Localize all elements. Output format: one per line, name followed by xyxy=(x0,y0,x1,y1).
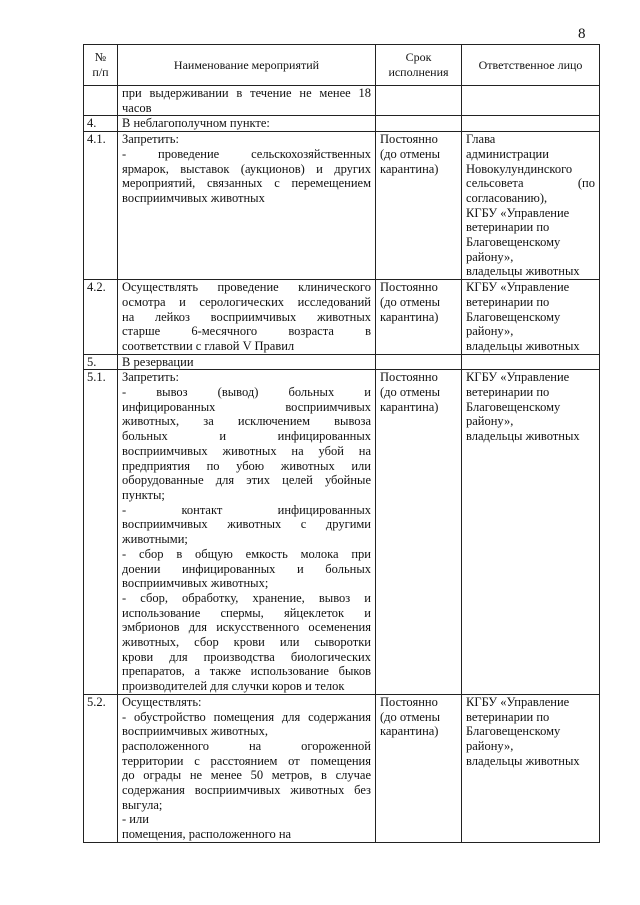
responsible-text xyxy=(462,280,600,355)
measure-text xyxy=(118,694,376,842)
term-text-line: карантина) xyxy=(380,724,439,739)
measure-text xyxy=(118,132,376,280)
measure-text-line: на лейкоз восприимчивых животных xyxy=(122,309,371,324)
responsible-text-line: администрации xyxy=(466,146,549,161)
term-text-line: (до отмены xyxy=(380,146,440,161)
measure-text xyxy=(118,370,376,694)
row-number: 4. xyxy=(84,116,118,132)
term-text xyxy=(376,280,462,355)
measure-text-line: препаратов, а также использование быков xyxy=(122,664,371,679)
term-text-line: карантина) xyxy=(380,399,439,414)
empty-cell xyxy=(462,116,600,132)
table-header-row xyxy=(84,45,600,86)
responsible-text xyxy=(462,694,600,842)
term-text-line: карантина) xyxy=(380,309,439,324)
row-number: 4.1. xyxy=(84,132,118,280)
measure-text-line: предприятия по убою животных или xyxy=(122,458,371,473)
measures-table xyxy=(83,44,600,843)
measure-text-line: выгула; xyxy=(122,797,163,812)
measure-text-line: - сбор, обработку, хранение, вывоз и xyxy=(122,590,371,605)
term-text-line: Постоянно xyxy=(380,132,438,147)
responsible-text-line: владельцы животных xyxy=(466,338,580,353)
term-text-line: Постоянно xyxy=(380,694,438,709)
responsible-text-line: Глава xyxy=(466,132,496,147)
responsible-text-line: владельцы животных xyxy=(466,264,580,279)
measure-text-line: часов xyxy=(122,100,152,115)
measure-text-line: ярмарок, выставок (аукционов) и других xyxy=(122,161,371,176)
measure-text xyxy=(118,86,376,116)
measure-text-line: до ограды не менее 50 метров, в случае xyxy=(122,768,371,783)
measure-text-line: расположенного на огороженной xyxy=(122,738,371,753)
measure-text-line: - сбор в общую емкость молока при xyxy=(122,546,371,561)
term-text xyxy=(376,132,462,280)
row-number: 5.2. xyxy=(84,694,118,842)
measure-text-line: животными; xyxy=(122,532,188,547)
table-row xyxy=(84,280,600,355)
row-number: 5. xyxy=(84,354,118,370)
measure-text-line: эмбрионов для искусственного осеменения xyxy=(122,620,371,635)
measure-text-line: - контакт инфицированных xyxy=(122,502,371,517)
measure-text-line: содержания восприимчивых животных без xyxy=(122,783,371,798)
measure-text-line: Осуществлять проведение клинического xyxy=(122,280,371,295)
responsible-text-line: Новокулундинского xyxy=(466,161,573,176)
measure-text-line: пункты; xyxy=(122,487,165,502)
empty-cell xyxy=(376,116,462,132)
responsible-text-line: району», xyxy=(466,324,514,339)
measure-text-line: оборудованные для этих целей убойные xyxy=(122,473,371,488)
table-row xyxy=(84,694,600,842)
responsible-text-line: Благовещенскому xyxy=(466,399,561,414)
row-number xyxy=(84,86,118,116)
measure-text-line: - вывоз (вывод) больных и xyxy=(122,385,371,400)
measure-text-line: больных и инфицированных xyxy=(122,429,371,444)
measure-text-line: - проведение сельскохозяйственных xyxy=(122,146,371,161)
header-responsible: Ответственное лицо xyxy=(462,45,600,86)
responsible-text xyxy=(462,132,600,280)
section-title: В неблагополучном пункте: xyxy=(118,116,376,132)
responsible-text-line: сельсовета (по xyxy=(466,176,595,191)
measure-text-line: при выдерживании в течение не менее 18 xyxy=(122,86,371,100)
section-row xyxy=(84,354,600,370)
measure-text-line: восприимчивых животных xyxy=(122,190,265,205)
responsible-text xyxy=(462,370,600,694)
measure-text-line: крови для производства биологических xyxy=(122,649,371,664)
responsible-text-line: Благовещенскому xyxy=(466,235,561,250)
row-number: 5.1. xyxy=(84,370,118,694)
measure-text-line: Осуществлять: xyxy=(122,694,202,709)
term-text-line: (до отмены xyxy=(380,709,440,724)
responsible-text-line: КГБУ «Управление xyxy=(466,370,570,385)
header-num: № п/п xyxy=(84,45,118,86)
term-text-line: (до отмены xyxy=(380,294,440,309)
responsible-text-line: КГБУ «Управление xyxy=(466,205,570,220)
measure-text-line: производителей для случки коров и телок xyxy=(122,679,345,694)
measure-text-line: восприимчивых животных на убой на xyxy=(122,443,371,458)
measure-text-line: соответствии с главой V Правил xyxy=(122,338,295,353)
measure-text-line: животных, сбор крови или сыворотки xyxy=(122,635,371,650)
responsible-text-line: району», xyxy=(466,738,514,753)
header-name: Наименование мероприятий xyxy=(118,45,376,86)
responsible-text-line: Благовещенскому xyxy=(466,724,561,739)
responsible-text-line: КГБУ «Управление xyxy=(466,694,570,709)
measure-text-line: старше 6-месячного возраста в xyxy=(122,324,371,339)
measure-text-line: доении инфицированных и больных xyxy=(122,561,371,576)
term-text-line: Постоянно xyxy=(380,280,438,295)
measure-text-line: использование спермы, яйцеклеток и xyxy=(122,605,371,620)
term-text-line: карантина) xyxy=(380,161,439,176)
header-term: Срок исполнения xyxy=(376,45,462,86)
table-row xyxy=(84,86,600,116)
page-number: 8 xyxy=(578,26,586,42)
responsible-text xyxy=(462,86,600,116)
measure-text-line: - или xyxy=(122,812,149,827)
measure-text-line: Запретить: xyxy=(122,370,179,385)
responsible-text-line: КГБУ «Управление xyxy=(466,280,570,295)
responsible-text-line: району», xyxy=(466,249,514,264)
responsible-text-line: ветеринарии по xyxy=(466,220,550,235)
measure-text-line: помещения, расположенного на xyxy=(122,827,292,842)
term-text xyxy=(376,694,462,842)
section-row xyxy=(84,116,600,132)
measure-text-line: восприимчивых животных; xyxy=(122,576,269,591)
responsible-text-line: ветеринарии по xyxy=(466,709,550,724)
responsible-text-line: Благовещенскому xyxy=(466,309,561,324)
measure-text xyxy=(118,280,376,355)
measure-text-line: восприимчивых животных с другими xyxy=(122,517,371,532)
measure-text-line: животных, за исключением вывоза xyxy=(122,414,371,429)
table-row xyxy=(84,132,600,280)
measure-text-line: восприимчивых животных, xyxy=(122,724,268,739)
row-number: 4.2. xyxy=(84,280,118,355)
table-row xyxy=(84,370,600,694)
term-text-line: Постоянно xyxy=(380,370,438,385)
responsible-text-line: ветеринарии по xyxy=(466,294,550,309)
measure-text-line: инфицированных восприимчивых xyxy=(122,399,371,414)
measure-text-line: мероприятий, связанных с перемещением xyxy=(122,176,371,191)
measure-text-line: осмотра и серологических исследований xyxy=(122,294,371,309)
measure-text-line: - обустройство помещения для содержания xyxy=(122,709,371,724)
responsible-text-line: району», xyxy=(466,414,514,429)
responsible-text-line: владельцы животных xyxy=(466,753,580,768)
section-title: В резервации xyxy=(118,354,376,370)
measure-text-line: территории с расстоянием от помещения xyxy=(122,753,371,768)
responsible-text-line: согласованию), xyxy=(466,190,548,205)
responsible-text-line: ветеринарии по xyxy=(466,385,550,400)
term-text-line: (до отмены xyxy=(380,385,440,400)
term-text xyxy=(376,86,462,116)
term-text xyxy=(376,370,462,694)
empty-cell xyxy=(376,354,462,370)
measure-text-line: Запретить: xyxy=(122,132,179,147)
responsible-text-line: владельцы животных xyxy=(466,429,580,444)
empty-cell xyxy=(462,354,600,370)
